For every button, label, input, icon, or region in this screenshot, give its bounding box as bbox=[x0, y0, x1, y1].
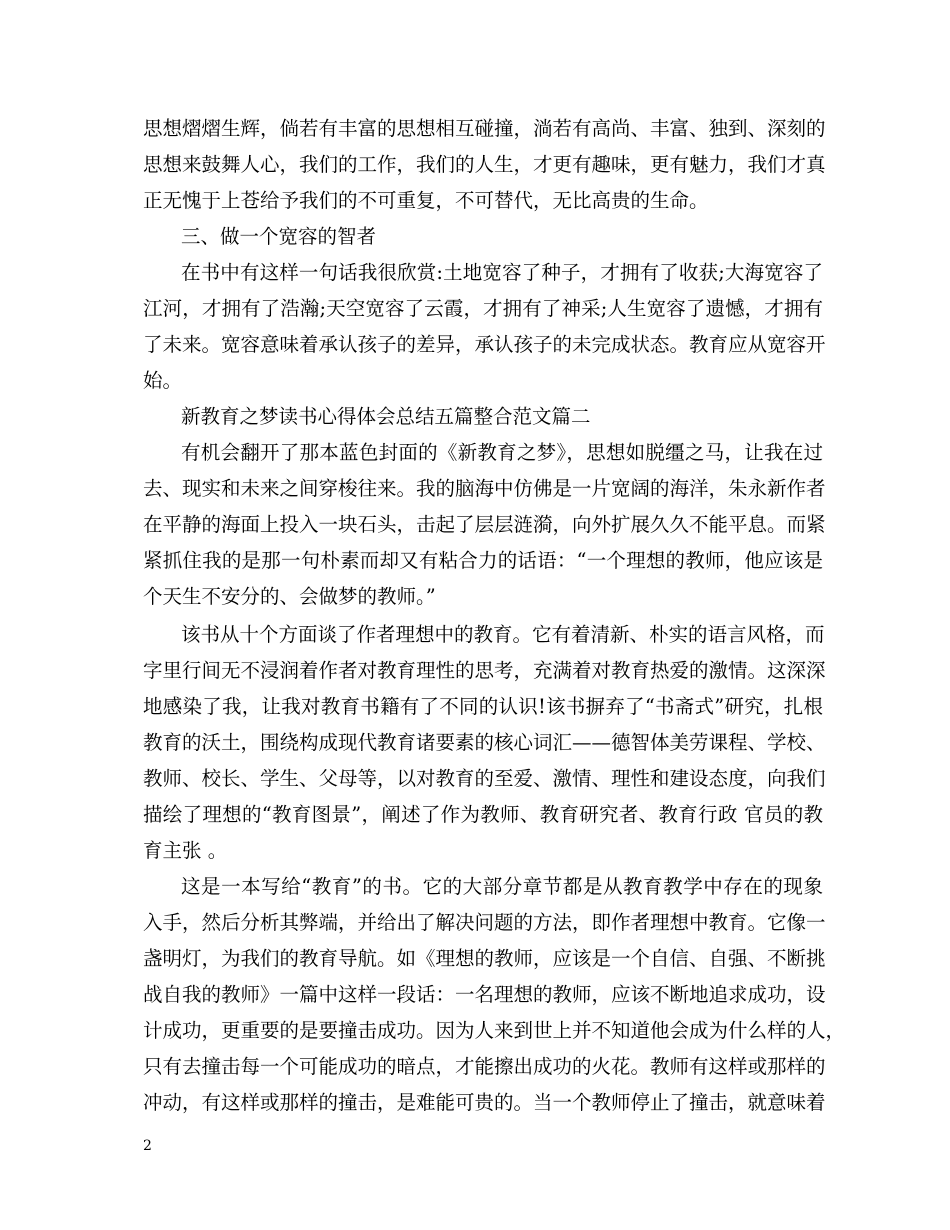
text-line: 盏明灯，为我们的教育导航。如《理想的教师，应该是一个自信、自强、不断挑 bbox=[143, 947, 826, 970]
text-line: 教师、校长、学生、父母等，以对教育的至爱、激情、理性和建设态度，向我们 bbox=[143, 767, 826, 790]
text-line: 该书从十个方面谈了作者理想中的教育。它有着清新、朴实的语言风格，而 bbox=[181, 623, 825, 646]
text-line: 冲动，有这样或那样的撞击，是难能可贵的。当一个教师停止了撞击，就意味着 bbox=[143, 1091, 826, 1114]
text-line: 去、现实和未来之间穿梭往来。我的脑海中仿佛是一片宽阔的海洋，朱永新作者 bbox=[143, 477, 826, 500]
text-line: 思想来鼓舞人心，我们的工作，我们的人生，才更有趣味，更有魅力，我们才真 bbox=[143, 153, 826, 176]
text-line: 了未来。宽容意味着承认孩子的差异，承认孩子的未完成状态。教育应从宽容开 bbox=[143, 333, 826, 356]
text-line: 只有去撞击每一个可能成功的暗点，才能擦出成功的火花。教师有这样或那样的 bbox=[143, 1055, 826, 1078]
text-line: 个天生不安分的、会做梦的教师。” bbox=[143, 585, 436, 608]
text-line: 字里行间无不浸润着作者对教育理性的思考，充满着对教育热爱的激情。这深深 bbox=[143, 659, 826, 682]
text-line: 这是一本写给“教育”的书。它的大部分章节都是从教育教学中存在的现象 bbox=[181, 875, 823, 898]
text-line: 入手，然后分析其弊端，并给出了解决问题的方法，即作者理想中教育。它像一 bbox=[143, 911, 826, 934]
text-line: 正无愧于上苍给予我们的不可重复，不可替代，无比高贵的生命。 bbox=[143, 189, 709, 212]
text-line: 计成功，更重要的是要撞击成功。因为人来到世上并不知道他会成为什么样的人， bbox=[143, 1019, 846, 1042]
text-line: 地感染了我，让我对教育书籍有了不同的认识!该书摒弃了“书斋式”研究，扎根 bbox=[143, 695, 823, 718]
text-line: 江河，才拥有了浩瀚;天空宽容了云霞，才拥有了神采;人生宽容了遗憾，才拥有 bbox=[143, 297, 823, 320]
text-line: 在书中有这样一句话我很欣赏:土地宽容了种子，才拥有了收获;大海宽容了 bbox=[181, 261, 823, 284]
article-title: 新教育之梦读书心得体会总结五篇整合范文篇二 bbox=[181, 405, 591, 428]
page-number: 2 bbox=[143, 1138, 152, 1154]
text-line: 战自我的教师》一篇中这样一段话：一名理想的教师，应该不断地追求成功，设 bbox=[143, 983, 826, 1006]
text-line: 思想熠熠生辉，倘若有丰富的思想相互碰撞，淌若有高尚、丰富、独到、深刻的 bbox=[143, 117, 826, 140]
text-line: 育主张 。 bbox=[143, 839, 228, 862]
text-line: 在平静的海面上投入一块石头，击起了层层涟漪，向外扩展久久不能平息。而紧 bbox=[143, 513, 826, 536]
text-line: 始。 bbox=[143, 369, 183, 392]
text-line: 有机会翻开了那本蓝色封面的《新教育之梦》，思想如脱缰之马，让我在过 bbox=[181, 441, 823, 464]
section-heading: 三、做一个宽容的智者 bbox=[181, 225, 377, 248]
text-line: 紧抓住我的是那一句朴素而却又有粘合力的话语：“一个理想的教师，他应该是 bbox=[143, 549, 823, 572]
text-line: 描绘了理想的“教育图景”，阐述了作为教师、教育研究者、教育行政 官员的教 bbox=[143, 803, 823, 826]
text-line: 教育的沃土，围绕构成现代教育诸要素的核心词汇——德智体美劳课程、学校、 bbox=[143, 731, 826, 754]
